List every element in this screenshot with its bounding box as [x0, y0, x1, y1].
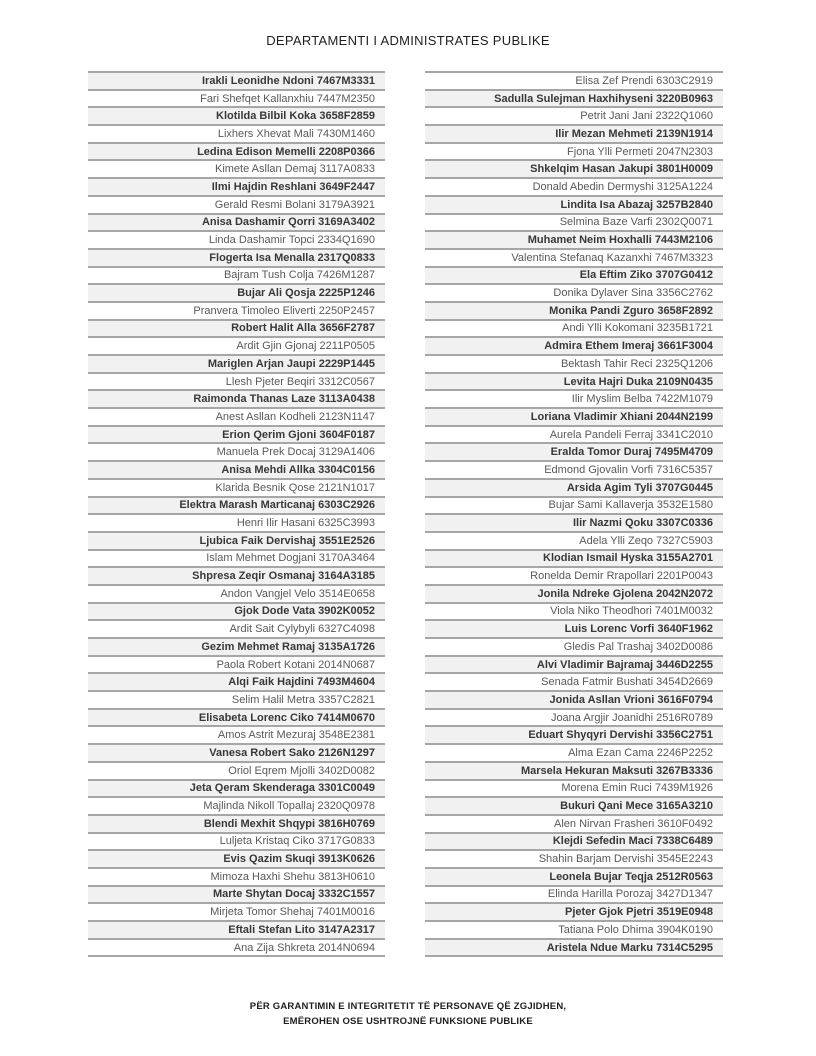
table-row: Anest Asllan Kodheli 2123N1147 — [88, 409, 385, 427]
footer-line-2: EMËROHEN OSE USHTROJNË FUNKSIONE PUBLIKE — [283, 1016, 533, 1027]
table-row: Ronelda Demir Rrapollari 2201P0043 — [425, 568, 723, 586]
table-row: Irakli Leonidhe Ndoni 7467M3331 — [88, 73, 385, 91]
table-row: Evis Qazim Skuqi 3913K0626 — [88, 851, 385, 869]
table-row: Adela Ylli Zeqo 7327C5903 — [425, 533, 723, 551]
table-row: Alma Ezan Cama 2246P2252 — [425, 745, 723, 763]
table-row: Monika Pandi Zguro 3658F2892 — [425, 303, 723, 321]
table-row: Eralda Tomor Duraj 7495M4709 — [425, 444, 723, 462]
table-row: Aurela Pandeli Ferraj 3341C2010 — [425, 427, 723, 445]
table-row: Ardit Gjin Gjonaj 2211P0505 — [88, 338, 385, 356]
table-row: Anisa Dashamir Qorri 3169A3402 — [88, 215, 385, 233]
table-row: Bajram Tush Colja 7426M1287 — [88, 268, 385, 286]
table-row: Paola Robert Kotani 2014N0687 — [88, 657, 385, 675]
table-row: Jonila Ndreke Gjolena 2042N2072 — [425, 586, 723, 604]
table-row: Selmina Baze Varfi 2302Q0071 — [425, 215, 723, 233]
table-row: Marsela Hekuran Maksuti 3267B3336 — [425, 763, 723, 781]
table-row: Henri Ilir Hasani 6325C3993 — [88, 515, 385, 533]
table-row: Shkelqim Hasan Jakupi 3801H0009 — [425, 161, 723, 179]
table-row: Tatiana Polo Dhima 3904K0190 — [425, 922, 723, 940]
footer-line-1: PËR GARANTIMIN E INTEGRITETIT TË PERSONAVE QË ZGJIDHEN, — [249, 1001, 567, 1012]
table-row: Islam Mehmet Dogjani 3170A3464 — [88, 551, 385, 569]
table-row: Edmond Gjovalin Vorfi 7316C5357 — [425, 462, 723, 480]
table-row: Klejdi Sefedin Maci 7338C6489 — [425, 834, 723, 852]
table-row: Leonela Bujar Teqja 2512R0563 — [425, 869, 723, 887]
table-row: Llesh Pjeter Beqiri 3312C0567 — [88, 374, 385, 392]
table-row: Arsida Agim Tyli 3707G0445 — [425, 480, 723, 498]
table-row: Pjeter Gjok Pjetri 3519E0948 — [425, 904, 723, 922]
table-row: Alqi Faik Hajdini 7493M4604 — [88, 674, 385, 692]
table-row: Manuela Prek Docaj 3129A1406 — [88, 444, 385, 462]
table-row: Petrit Jani Jani 2322Q1060 — [425, 108, 723, 126]
table-row: Elektra Marash Marticanaj 6303C2926 — [88, 498, 385, 516]
table-row: Bukuri Qani Mece 3165A3210 — [425, 798, 723, 816]
table-row: Klodian Ismail Hyska 3155A2701 — [425, 551, 723, 569]
table-row: Gezim Mehmet Ramaj 3135A1726 — [88, 639, 385, 657]
table-row: Bujar Sami Kallaverja 3532E1580 — [425, 498, 723, 516]
table-row: Andi Ylli Kokomani 3235B1721 — [425, 321, 723, 339]
table-row: Jonida Asllan Vrioni 3616F0794 — [425, 692, 723, 710]
table-row: Flogerta Isa Menalla 2317Q0833 — [88, 250, 385, 268]
table-row: Joana Argjir Joanidhi 2516R0789 — [425, 710, 723, 728]
table-row: Vanesa Robert Sako 2126N1297 — [88, 745, 385, 763]
table-row: Majlinda Nikoll Topallaj 2320Q0978 — [88, 798, 385, 816]
table-row: Andon Vangjel Velo 3514E0658 — [88, 586, 385, 604]
table-row: Ledina Edison Memelli 2208P0366 — [88, 144, 385, 162]
table-row: Amos Astrit Mezuraj 3548E2381 — [88, 727, 385, 745]
table-row: Sadulla Sulejman Haxhihyseni 3220B0963 — [425, 91, 723, 109]
table-row: Morena Emin Ruci 7439M1926 — [425, 781, 723, 799]
table-row: Bektash Tahir Reci 2325Q1206 — [425, 356, 723, 374]
table-row: Gledis Pal Trashaj 3402D0086 — [425, 639, 723, 657]
table-row: Fari Shefqet Kallanxhiu 7447M2350 — [88, 91, 385, 109]
table-row: Bujar Ali Qosja 2225P1246 — [88, 285, 385, 303]
table-row: Ilir Mezan Mehmeti 2139N1914 — [425, 126, 723, 144]
table-row: Ela Eftim Ziko 3707G0412 — [425, 268, 723, 286]
table-row: Mirjeta Tomor Shehaj 7401M0016 — [88, 904, 385, 922]
table-row: Anisa Mehdi Allka 3304C0156 — [88, 462, 385, 480]
table-row: Donald Abedin Dermyshi 3125A1224 — [425, 179, 723, 197]
table-row: Shpresa Zeqir Osmanaj 3164A3185 — [88, 568, 385, 586]
table-row: Admira Ethem Imeraj 3661F3004 — [425, 338, 723, 356]
table-row: Luis Lorenc Vorfi 3640F1962 — [425, 621, 723, 639]
table-row: Alvi Vladimir Bajramaj 3446D2255 — [425, 657, 723, 675]
table-row: Elisa Zef Prendi 6303C2919 — [425, 73, 723, 91]
table-row: Ardit Sait Cylybyli 6327C4098 — [88, 621, 385, 639]
table-row: Raimonda Thanas Laze 3113A0438 — [88, 391, 385, 409]
table-row: Ana Zija Shkreta 2014N0694 — [88, 940, 385, 958]
table-row: Donika Dylaver Sina 3356C2762 — [425, 285, 723, 303]
table-row: Marte Shytan Docaj 3332C1557 — [88, 887, 385, 905]
names-table-right-column — [425, 71, 723, 957]
names-table-left-column — [88, 71, 385, 957]
table-row: Mimoza Haxhi Shehu 3813H0610 — [88, 869, 385, 887]
table-row: Jeta Qeram Skenderaga 3301C0049 — [88, 781, 385, 799]
table-row: Lixhers Xhevat Mali 7430M1460 — [88, 126, 385, 144]
footer — [0, 999, 816, 1029]
table-row: Elinda Harilla Porozaj 3427D1347 — [425, 887, 723, 905]
table-row: Luljeta Kristaq Ciko 3717G0833 — [88, 834, 385, 852]
table-row: Pranvera Timoleo Eliverti 2250P2457 — [88, 303, 385, 321]
table-row: Gerald Resmi Bolani 3179A3921 — [88, 197, 385, 215]
table-row: Erion Qerim Gjoni 3604F0187 — [88, 427, 385, 445]
page-title: DEPARTAMENTI I ADMINISTRATES PUBLIKE — [266, 33, 550, 48]
table-row: Oriol Eqrem Mjolli 3402D0082 — [88, 763, 385, 781]
table-row: Eduart Shyqyri Dervishi 3356C2751 — [425, 727, 723, 745]
table-row: Mariglen Arjan Jaupi 2229P1445 — [88, 356, 385, 374]
table-row: Eftali Stefan Lito 3147A2317 — [88, 922, 385, 940]
table-row: Senada Fatmir Bushati 3454D2669 — [425, 674, 723, 692]
table-row: Aristela Ndue Marku 7314C5295 — [425, 940, 723, 958]
table-row: Kimete Asllan Demaj 3117A0833 — [88, 161, 385, 179]
table-row: Selim Halil Metra 3357C2821 — [88, 692, 385, 710]
table-row: Valentina Stefanaq Kazanxhi 7467M3323 — [425, 250, 723, 268]
table-row: Blendi Mexhit Shqypi 3816H0769 — [88, 816, 385, 834]
table-row: Lindita Isa Abazaj 3257B2840 — [425, 197, 723, 215]
table-row: Viola Niko Theodhori 7401M0032 — [425, 604, 723, 622]
table-row: Gjok Dode Vata 3902K0052 — [88, 604, 385, 622]
table-row: Levita Hajri Duka 2109N0435 — [425, 374, 723, 392]
table-row: Ilir Nazmi Qoku 3307C0336 — [425, 515, 723, 533]
table-row: Robert Halit Alla 3656F2787 — [88, 321, 385, 339]
table-row: Loriana Vladimir Xhiani 2044N2199 — [425, 409, 723, 427]
table-row: Linda Dashamir Topci 2334Q1690 — [88, 232, 385, 250]
table-row: Fjona Ylli Permeti 2047N2303 — [425, 144, 723, 162]
table-row: Ljubica Faik Dervishaj 3551E2526 — [88, 533, 385, 551]
table-row: Shahin Barjam Dervishi 3545E2243 — [425, 851, 723, 869]
table-row: Muhamet Neim Hoxhalli 7443M2106 — [425, 232, 723, 250]
table-row: Alen Nirvan Frasheri 3610F0492 — [425, 816, 723, 834]
table-row: Elisabeta Lorenc Ciko 7414M0670 — [88, 710, 385, 728]
table-row: Ilmi Hajdin Reshlani 3649F2447 — [88, 179, 385, 197]
table-row: Klotilda Bilbil Koka 3658F2859 — [88, 108, 385, 126]
table-row: Ilir Myslim Belba 7422M1079 — [425, 391, 723, 409]
table-row: Klarida Besnik Qose 2121N1017 — [88, 480, 385, 498]
